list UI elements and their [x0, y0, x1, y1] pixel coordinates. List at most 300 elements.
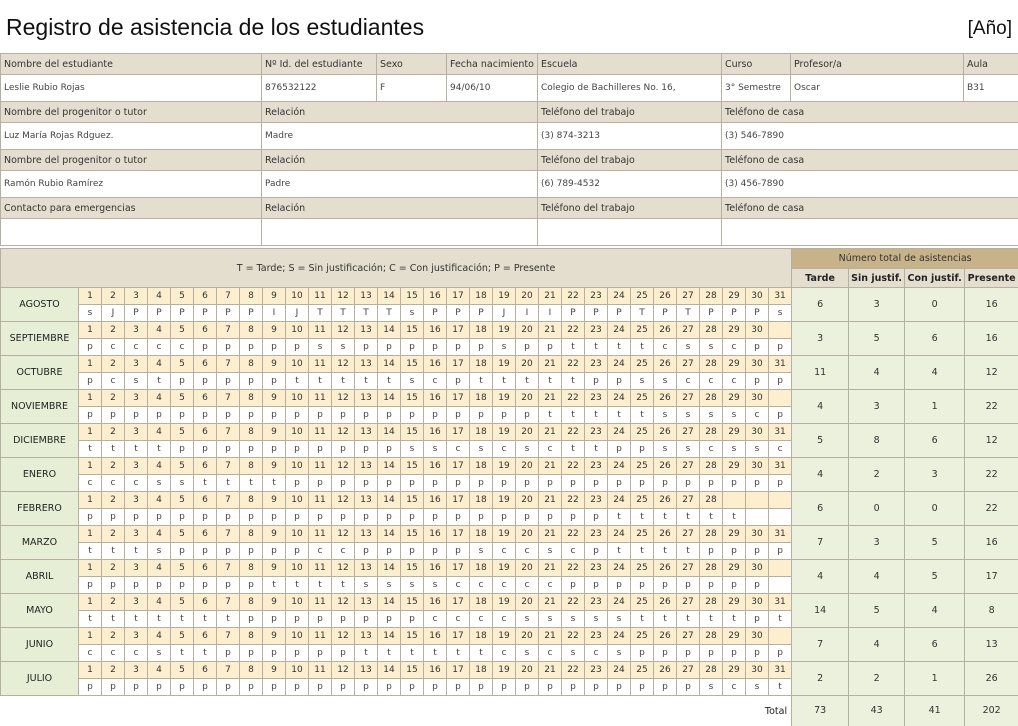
attendance-code-cell[interactable]: p: [493, 407, 516, 424]
attendance-code-cell[interactable]: t: [355, 645, 378, 662]
attendance-code-cell[interactable]: p: [746, 373, 769, 390]
attendance-code-cell[interactable]: p: [171, 679, 194, 696]
attendance-code-cell[interactable]: t: [332, 373, 355, 390]
contact-rel-cell[interactable]: Madre: [262, 123, 538, 150]
course-cell[interactable]: 3° Semestre: [722, 75, 791, 102]
attendance-code-cell[interactable]: p: [654, 645, 677, 662]
attendance-code-cell[interactable]: p: [125, 679, 148, 696]
attendance-code-cell[interactable]: c: [539, 577, 562, 594]
attendance-code-cell[interactable]: c: [79, 645, 102, 662]
attendance-code-cell[interactable]: T: [677, 305, 700, 322]
attendance-code-cell[interactable]: s: [516, 441, 539, 458]
attendance-code-cell[interactable]: s: [654, 373, 677, 390]
attendance-code-cell[interactable]: p: [447, 407, 470, 424]
attendance-code-cell[interactable]: p: [378, 475, 401, 492]
attendance-code-cell[interactable]: p: [217, 543, 240, 560]
attendance-code-cell[interactable]: p: [516, 679, 539, 696]
attendance-code-cell[interactable]: p: [378, 339, 401, 356]
attendance-code-cell[interactable]: P: [608, 305, 631, 322]
attendance-code-cell[interactable]: c: [148, 339, 171, 356]
attendance-code-cell[interactable]: p: [677, 679, 700, 696]
attendance-code-cell[interactable]: p: [585, 543, 608, 560]
attendance-code-cell[interactable]: p: [217, 645, 240, 662]
attendance-code-cell[interactable]: c: [447, 441, 470, 458]
attendance-code-cell[interactable]: p: [332, 509, 355, 526]
attendance-code-cell[interactable]: p: [332, 441, 355, 458]
attendance-code-cell[interactable]: c: [424, 373, 447, 390]
attendance-code-cell[interactable]: p: [746, 475, 769, 492]
attendance-code-cell[interactable]: p: [562, 577, 585, 594]
attendance-code-cell[interactable]: P: [171, 305, 194, 322]
attendance-code-cell[interactable]: t: [401, 645, 424, 662]
attendance-code-cell[interactable]: s: [700, 407, 723, 424]
attendance-code-cell[interactable]: p: [608, 577, 631, 594]
contact-home-cell[interactable]: [722, 219, 1018, 246]
attendance-code-cell[interactable]: p: [424, 543, 447, 560]
attendance-code-cell[interactable]: P: [194, 305, 217, 322]
attendance-code-cell[interactable]: c: [470, 577, 493, 594]
attendance-code-cell[interactable]: c: [125, 475, 148, 492]
attendance-code-cell[interactable]: p: [171, 407, 194, 424]
attendance-code-cell[interactable]: s: [355, 577, 378, 594]
attendance-code-cell[interactable]: t: [631, 543, 654, 560]
attendance-code-cell[interactable]: p: [700, 543, 723, 560]
attendance-code-cell[interactable]: c: [102, 645, 125, 662]
attendance-code-cell[interactable]: I: [263, 305, 286, 322]
attendance-code-cell[interactable]: t: [654, 509, 677, 526]
attendance-code-cell[interactable]: t: [194, 475, 217, 492]
attendance-code-cell[interactable]: c: [470, 611, 493, 628]
attendance-code-cell[interactable]: p: [309, 611, 332, 628]
attendance-code-cell[interactable]: p: [240, 441, 263, 458]
attendance-code-cell[interactable]: p: [240, 373, 263, 390]
attendance-code-cell[interactable]: s: [148, 543, 171, 560]
attendance-code-cell[interactable]: p: [654, 475, 677, 492]
attendance-code-cell[interactable]: t: [608, 543, 631, 560]
attendance-code-cell[interactable]: [769, 577, 792, 594]
attendance-code-cell[interactable]: p: [401, 611, 424, 628]
attendance-code-cell[interactable]: p: [309, 441, 332, 458]
attendance-code-cell[interactable]: p: [286, 441, 309, 458]
attendance-code-cell[interactable]: p: [723, 645, 746, 662]
attendance-code-cell[interactable]: p: [332, 679, 355, 696]
attendance-code-cell[interactable]: p: [355, 679, 378, 696]
attendance-code-cell[interactable]: p: [539, 509, 562, 526]
attendance-code-cell[interactable]: p: [263, 543, 286, 560]
attendance-code-cell[interactable]: t: [286, 373, 309, 390]
attendance-code-cell[interactable]: p: [631, 441, 654, 458]
room-cell[interactable]: B31: [964, 75, 1018, 102]
attendance-code-cell[interactable]: P: [125, 305, 148, 322]
attendance-code-cell[interactable]: p: [516, 339, 539, 356]
attendance-code-cell[interactable]: p: [148, 679, 171, 696]
attendance-code-cell[interactable]: p: [309, 679, 332, 696]
attendance-code-cell[interactable]: p: [194, 373, 217, 390]
attendance-code-cell[interactable]: c: [654, 339, 677, 356]
attendance-code-cell[interactable]: t: [585, 339, 608, 356]
attendance-code-cell[interactable]: p: [171, 509, 194, 526]
attendance-code-cell[interactable]: p: [240, 509, 263, 526]
attendance-code-cell[interactable]: T: [378, 305, 401, 322]
attendance-code-cell[interactable]: t: [631, 611, 654, 628]
attendance-code-cell[interactable]: p: [746, 339, 769, 356]
attendance-code-cell[interactable]: p: [148, 407, 171, 424]
attendance-code-cell[interactable]: p: [79, 407, 102, 424]
attendance-code-cell[interactable]: p: [240, 543, 263, 560]
contact-name-cell[interactable]: Luz María Rojas Rdguez.: [1, 123, 262, 150]
attendance-code-cell[interactable]: p: [286, 611, 309, 628]
student-name-cell[interactable]: Leslie Rubio Rojas: [1, 75, 262, 102]
attendance-code-cell[interactable]: t: [677, 611, 700, 628]
attendance-code-cell[interactable]: p: [470, 509, 493, 526]
attendance-code-cell[interactable]: p: [79, 339, 102, 356]
contact-name-cell[interactable]: Ramón Rubio Ramírez: [1, 171, 262, 198]
attendance-code-cell[interactable]: p: [286, 339, 309, 356]
attendance-code-cell[interactable]: p: [401, 407, 424, 424]
attendance-code-cell[interactable]: s: [148, 645, 171, 662]
attendance-code-cell[interactable]: p: [769, 543, 792, 560]
attendance-code-cell[interactable]: p: [585, 373, 608, 390]
attendance-code-cell[interactable]: p: [608, 475, 631, 492]
attendance-code-cell[interactable]: c: [493, 577, 516, 594]
attendance-code-cell[interactable]: p: [447, 543, 470, 560]
attendance-code-cell[interactable]: p: [470, 475, 493, 492]
attendance-code-cell[interactable]: p: [608, 679, 631, 696]
attendance-code-cell[interactable]: p: [217, 441, 240, 458]
attendance-code-cell[interactable]: t: [332, 577, 355, 594]
attendance-code-cell[interactable]: p: [723, 475, 746, 492]
birth-cell[interactable]: 94/06/10: [447, 75, 538, 102]
attendance-code-cell[interactable]: p: [401, 543, 424, 560]
attendance-code-cell[interactable]: c: [700, 441, 723, 458]
attendance-code-cell[interactable]: p: [378, 543, 401, 560]
attendance-code-cell[interactable]: s: [723, 441, 746, 458]
attendance-code-cell[interactable]: c: [493, 645, 516, 662]
attendance-code-cell[interactable]: p: [79, 509, 102, 526]
attendance-code-cell[interactable]: p: [194, 339, 217, 356]
attendance-code-cell[interactable]: p: [677, 645, 700, 662]
attendance-code-cell[interactable]: P: [240, 305, 263, 322]
attendance-code-cell[interactable]: p: [263, 407, 286, 424]
attendance-code-cell[interactable]: t: [79, 611, 102, 628]
attendance-code-cell[interactable]: p: [217, 407, 240, 424]
attendance-code-cell[interactable]: s: [516, 645, 539, 662]
attendance-code-cell[interactable]: t: [470, 373, 493, 390]
attendance-code-cell[interactable]: t: [562, 441, 585, 458]
contact-rel-cell[interactable]: [262, 219, 538, 246]
attendance-code-cell[interactable]: p: [631, 679, 654, 696]
attendance-code-cell[interactable]: p: [286, 679, 309, 696]
attendance-code-cell[interactable]: T: [631, 305, 654, 322]
attendance-code-cell[interactable]: p: [194, 407, 217, 424]
attendance-code-cell[interactable]: c: [539, 441, 562, 458]
attendance-code-cell[interactable]: c: [539, 645, 562, 662]
attendance-code-cell[interactable]: p: [240, 407, 263, 424]
attendance-code-cell[interactable]: p: [194, 679, 217, 696]
attendance-code-cell[interactable]: p: [355, 509, 378, 526]
attendance-code-cell[interactable]: P: [654, 305, 677, 322]
attendance-code-cell[interactable]: s: [539, 543, 562, 560]
attendance-code-cell[interactable]: p: [723, 543, 746, 560]
attendance-code-cell[interactable]: P: [746, 305, 769, 322]
attendance-code-cell[interactable]: P: [470, 305, 493, 322]
attendance-code-cell[interactable]: p: [769, 645, 792, 662]
attendance-code-cell[interactable]: T: [355, 305, 378, 322]
attendance-code-cell[interactable]: s: [631, 373, 654, 390]
attendance-code-cell[interactable]: c: [723, 339, 746, 356]
attendance-code-cell[interactable]: p: [539, 339, 562, 356]
attendance-code-cell[interactable]: c: [125, 339, 148, 356]
attendance-code-cell[interactable]: p: [516, 407, 539, 424]
attendance-code-cell[interactable]: t: [562, 339, 585, 356]
contact-work-cell[interactable]: [538, 219, 722, 246]
student-id-cell[interactable]: 876532122: [262, 75, 377, 102]
attendance-code-cell[interactable]: p: [470, 679, 493, 696]
attendance-code-cell[interactable]: t: [286, 577, 309, 594]
attendance-code-cell[interactable]: s: [470, 543, 493, 560]
attendance-code-cell[interactable]: s: [401, 441, 424, 458]
attendance-code-cell[interactable]: s: [424, 577, 447, 594]
attendance-code-cell[interactable]: s: [424, 441, 447, 458]
attendance-code-cell[interactable]: p: [125, 577, 148, 594]
attendance-code-cell[interactable]: t: [562, 373, 585, 390]
attendance-code-cell[interactable]: p: [286, 645, 309, 662]
attendance-code-cell[interactable]: p: [309, 645, 332, 662]
attendance-code-cell[interactable]: t: [148, 441, 171, 458]
attendance-code-cell[interactable]: p: [424, 407, 447, 424]
attendance-code-cell[interactable]: s: [654, 407, 677, 424]
attendance-code-cell[interactable]: t: [516, 373, 539, 390]
attendance-code-cell[interactable]: p: [378, 441, 401, 458]
attendance-code-cell[interactable]: c: [562, 543, 585, 560]
attendance-code-cell[interactable]: p: [608, 441, 631, 458]
contact-rel-cell[interactable]: Padre: [262, 171, 538, 198]
attendance-code-cell[interactable]: t: [263, 577, 286, 594]
attendance-code-cell[interactable]: p: [125, 509, 148, 526]
attendance-code-cell[interactable]: p: [263, 339, 286, 356]
attendance-code-cell[interactable]: c: [677, 373, 700, 390]
attendance-code-cell[interactable]: I: [516, 305, 539, 322]
attendance-code-cell[interactable]: p: [240, 339, 263, 356]
attendance-code-cell[interactable]: p: [631, 475, 654, 492]
attendance-code-cell[interactable]: p: [401, 679, 424, 696]
attendance-code-cell[interactable]: t: [240, 475, 263, 492]
attendance-code-cell[interactable]: p: [585, 679, 608, 696]
attendance-code-cell[interactable]: t: [723, 611, 746, 628]
attendance-code-cell[interactable]: p: [654, 577, 677, 594]
attendance-code-cell[interactable]: s: [401, 305, 424, 322]
school-cell[interactable]: Colegio de Bachilleres No. 16,: [538, 75, 722, 102]
attendance-code-cell[interactable]: c: [769, 441, 792, 458]
attendance-code-cell[interactable]: t: [171, 611, 194, 628]
attendance-code-cell[interactable]: p: [263, 645, 286, 662]
attendance-code-cell[interactable]: p: [447, 475, 470, 492]
attendance-code-cell[interactable]: p: [516, 509, 539, 526]
attendance-code-cell[interactable]: p: [700, 645, 723, 662]
attendance-code-cell[interactable]: c: [447, 611, 470, 628]
attendance-code-cell[interactable]: p: [102, 679, 125, 696]
attendance-code-cell[interactable]: p: [217, 373, 240, 390]
attendance-code-cell[interactable]: p: [401, 339, 424, 356]
attendance-code-cell[interactable]: t: [309, 373, 332, 390]
attendance-code-cell[interactable]: p: [585, 475, 608, 492]
attendance-code-cell[interactable]: p: [332, 475, 355, 492]
attendance-code-cell[interactable]: p: [102, 407, 125, 424]
attendance-code-cell[interactable]: p: [608, 373, 631, 390]
attendance-code-cell[interactable]: s: [171, 475, 194, 492]
attendance-code-cell[interactable]: c: [493, 543, 516, 560]
attendance-code-cell[interactable]: p: [148, 577, 171, 594]
attendance-code-cell[interactable]: p: [309, 509, 332, 526]
attendance-code-cell[interactable]: p: [309, 407, 332, 424]
attendance-code-cell[interactable]: t: [608, 509, 631, 526]
attendance-code-cell[interactable]: c: [102, 475, 125, 492]
attendance-code-cell[interactable]: p: [332, 407, 355, 424]
attendance-code-cell[interactable]: p: [217, 509, 240, 526]
attendance-code-cell[interactable]: t: [769, 679, 792, 696]
attendance-code-cell[interactable]: p: [263, 441, 286, 458]
attendance-code-cell[interactable]: p: [424, 509, 447, 526]
attendance-code-cell[interactable]: s: [723, 407, 746, 424]
attendance-code-cell[interactable]: s: [585, 611, 608, 628]
attendance-code-cell[interactable]: p: [700, 577, 723, 594]
attendance-code-cell[interactable]: p: [493, 509, 516, 526]
attendance-code-cell[interactable]: s: [654, 441, 677, 458]
attendance-code-cell[interactable]: t: [585, 441, 608, 458]
attendance-code-cell[interactable]: p: [194, 577, 217, 594]
attendance-code-cell[interactable]: t: [631, 339, 654, 356]
attendance-code-cell[interactable]: p: [401, 509, 424, 526]
attendance-code-cell[interactable]: c: [746, 407, 769, 424]
attendance-code-cell[interactable]: p: [447, 373, 470, 390]
attendance-code-cell[interactable]: p: [562, 679, 585, 696]
attendance-code-cell[interactable]: s: [125, 373, 148, 390]
attendance-code-cell[interactable]: t: [378, 645, 401, 662]
attendance-code-cell[interactable]: p: [217, 577, 240, 594]
attendance-code-cell[interactable]: p: [194, 441, 217, 458]
attendance-code-cell[interactable]: p: [240, 611, 263, 628]
attendance-code-cell[interactable]: t: [125, 611, 148, 628]
attendance-code-cell[interactable]: t: [631, 509, 654, 526]
contact-home-cell[interactable]: (3) 546-7890: [722, 123, 1018, 150]
contact-work-cell[interactable]: (3) 874-3213: [538, 123, 722, 150]
sex-cell[interactable]: F: [377, 75, 447, 102]
attendance-code-cell[interactable]: t: [148, 611, 171, 628]
attendance-code-cell[interactable]: p: [286, 475, 309, 492]
attendance-code-cell[interactable]: s: [516, 611, 539, 628]
attendance-code-cell[interactable]: t: [723, 509, 746, 526]
attendance-code-cell[interactable]: c: [585, 645, 608, 662]
attendance-code-cell[interactable]: s: [700, 339, 723, 356]
attendance-code-cell[interactable]: s: [677, 407, 700, 424]
attendance-code-cell[interactable]: p: [769, 475, 792, 492]
attendance-code-cell[interactable]: t: [102, 611, 125, 628]
attendance-code-cell[interactable]: p: [355, 339, 378, 356]
attendance-code-cell[interactable]: T: [332, 305, 355, 322]
attendance-code-cell[interactable]: p: [355, 441, 378, 458]
attendance-code-cell[interactable]: c: [125, 645, 148, 662]
attendance-code-cell[interactable]: p: [746, 577, 769, 594]
attendance-code-cell[interactable]: c: [424, 611, 447, 628]
attendance-code-cell[interactable]: p: [746, 645, 769, 662]
contact-name-cell[interactable]: [1, 219, 262, 246]
attendance-code-cell[interactable]: p: [355, 475, 378, 492]
attendance-code-cell[interactable]: c: [516, 543, 539, 560]
attendance-code-cell[interactable]: s: [332, 339, 355, 356]
attendance-code-cell[interactable]: t: [355, 373, 378, 390]
attendance-code-cell[interactable]: p: [355, 543, 378, 560]
attendance-code-cell[interactable]: p: [240, 679, 263, 696]
attendance-code-cell[interactable]: t: [148, 373, 171, 390]
attendance-code-cell[interactable]: p: [378, 407, 401, 424]
attendance-code-cell[interactable]: s: [562, 611, 585, 628]
attendance-code-cell[interactable]: t: [102, 543, 125, 560]
attendance-code-cell[interactable]: c: [171, 339, 194, 356]
attendance-code-cell[interactable]: p: [562, 509, 585, 526]
attendance-code-cell[interactable]: p: [263, 373, 286, 390]
attendance-code-cell[interactable]: p: [654, 679, 677, 696]
attendance-code-cell[interactable]: t: [608, 339, 631, 356]
attendance-code-cell[interactable]: t: [125, 441, 148, 458]
attendance-code-cell[interactable]: p: [746, 611, 769, 628]
attendance-code-cell[interactable]: t: [194, 611, 217, 628]
attendance-code-cell[interactable]: p: [585, 509, 608, 526]
attendance-code-cell[interactable]: p: [171, 543, 194, 560]
attendance-code-cell[interactable]: c: [102, 373, 125, 390]
attendance-code-cell[interactable]: p: [148, 509, 171, 526]
attendance-code-cell[interactable]: p: [286, 407, 309, 424]
attendance-code-cell[interactable]: p: [401, 475, 424, 492]
contact-home-cell[interactable]: (3) 456-7890: [722, 171, 1018, 198]
attendance-code-cell[interactable]: p: [677, 475, 700, 492]
attendance-code-cell[interactable]: s: [677, 441, 700, 458]
attendance-code-cell[interactable]: p: [631, 645, 654, 662]
attendance-code-cell[interactable]: t: [263, 475, 286, 492]
attendance-code-cell[interactable]: T: [309, 305, 332, 322]
attendance-code-cell[interactable]: s: [677, 339, 700, 356]
attendance-code-cell[interactable]: P: [723, 305, 746, 322]
attendance-code-cell[interactable]: p: [332, 611, 355, 628]
attendance-code-cell[interactable]: P: [217, 305, 240, 322]
attendance-code-cell[interactable]: s: [769, 305, 792, 322]
attendance-code-cell[interactable]: p: [286, 543, 309, 560]
attendance-code-cell[interactable]: J: [102, 305, 125, 322]
attendance-code-cell[interactable]: p: [585, 577, 608, 594]
attendance-code-cell[interactable]: p: [677, 577, 700, 594]
attendance-code-cell[interactable]: t: [608, 407, 631, 424]
attendance-code-cell[interactable]: p: [355, 611, 378, 628]
attendance-code-cell[interactable]: t: [424, 645, 447, 662]
attendance-code-cell[interactable]: p: [240, 577, 263, 594]
attendance-code-cell[interactable]: t: [470, 645, 493, 662]
attendance-code-cell[interactable]: J: [286, 305, 309, 322]
attendance-code-cell[interactable]: t: [378, 373, 401, 390]
attendance-code-cell[interactable]: s: [608, 645, 631, 662]
attendance-code-cell[interactable]: s: [378, 577, 401, 594]
attendance-code-cell[interactable]: s: [401, 373, 424, 390]
attendance-code-cell[interactable]: [769, 509, 792, 526]
attendance-code-cell[interactable]: t: [171, 645, 194, 662]
attendance-code-cell[interactable]: p: [631, 577, 654, 594]
attendance-code-cell[interactable]: c: [723, 679, 746, 696]
attendance-code-cell[interactable]: s: [746, 441, 769, 458]
attendance-code-cell[interactable]: p: [240, 645, 263, 662]
attendance-code-cell[interactable]: P: [585, 305, 608, 322]
attendance-code-cell[interactable]: p: [263, 679, 286, 696]
attendance-code-cell[interactable]: t: [700, 611, 723, 628]
attendance-code-cell[interactable]: p: [309, 475, 332, 492]
attendance-code-cell[interactable]: P: [424, 305, 447, 322]
